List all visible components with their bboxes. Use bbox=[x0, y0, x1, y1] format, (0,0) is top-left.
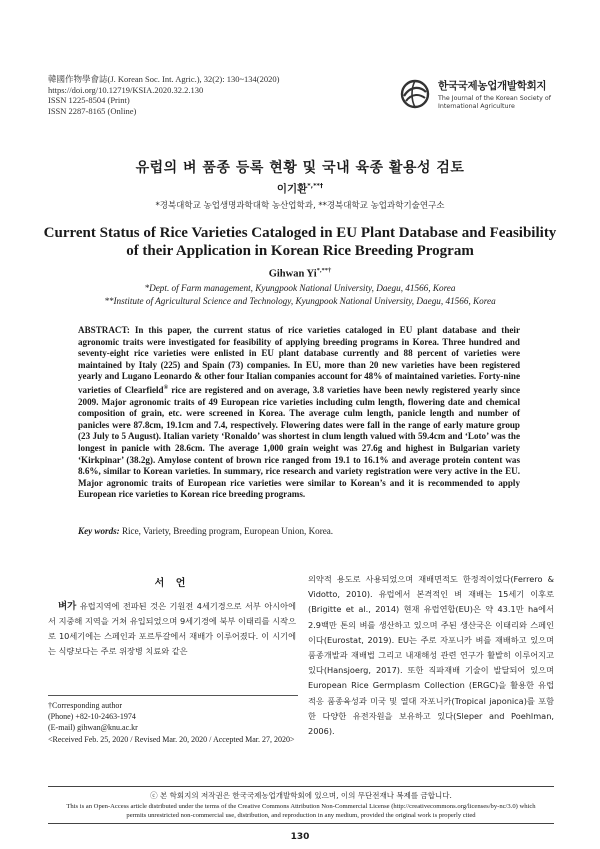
abstract-label: ABSTRACT: bbox=[78, 325, 130, 335]
article-title-ko: 유럽의 벼 품종 등록 현황 및 국내 육종 활용성 검토 bbox=[135, 160, 465, 176]
submission-dates: <Received Feb. 25, 2020 / Revised Mar. 20, 2020 / Accepted Mar. 27, 2020> bbox=[48, 734, 295, 744]
copyright-footer bbox=[48, 786, 554, 824]
society-name-ko: 한국국제농업개발학회지 bbox=[438, 80, 547, 92]
author-ko-marks: *,**† bbox=[307, 181, 324, 190]
corresponding-author-label: †Corresponding author bbox=[48, 701, 122, 710]
author-en-name: Gihwan Yi bbox=[268, 268, 317, 280]
intro-right-column: 의약적 용도로 사용되었으며 재배면적도 한정적이었다(Ferrero & Vidotto, 2010). 유럽에서 본격적인 벼 재배는 15세기 이후로(Brigitte et al., 2014) 현재 유럽연합(EU)은 약 43.1만 ha에서 2.9백만 톤의 벼를 생산하고 있으며 주된 생산국은 이태리와 스페인이다(Eurostat, 2019). EU는 주로 자포니카 벼를 재배하고 있으며 품종개발과 재배법 그리고 내재해성 관련 연구가 활발히 이루어지고 있다(Hansjoerg, 2017). 또한 직파재배 기술이 발달되어 있으며 European Rice Germplasm Collection (ERGC)을 활용한 유럽 적응 품종육성과 미국 및 열대 자포니카(Tropical japonica)를 포함한 다양한 유전자원을 보유하고 있다(Sleper and Poehlman, 2006). bbox=[308, 574, 554, 737]
intro-text: 유럽지역에 전파된 것은 기원전 4세기경으로 서부 아시아에서 지중해 지역을 거쳐 유입되었으며 9세기경에 북부 이태리를 시작으로 10세기에는 스페인과 포르투갈에서 재배가 이루어졌다. 이 시기에는 식량보다는 주로 위장병 치료와 같은 bbox=[48, 601, 296, 656]
journal-header bbox=[48, 74, 279, 116]
article-title-en-line1: Current Status of Rice Varieties Cataloged in EU Plant Database and Feasibility bbox=[43, 225, 557, 241]
abstract bbox=[78, 325, 520, 501]
society-logo bbox=[398, 76, 558, 118]
license-notice: This is an Open-Access article distributed under the terms of the Creative Commons Attribution Non-Commercial License (http://creativecommons.org/licenses/by-nc/3.0) which permits unrestricted non-commercial use, distribution, and reproduction in any medium, provided the original work is properly cited bbox=[66, 803, 536, 819]
issn-print: ISSN 1225-8504 (Print) bbox=[48, 95, 130, 106]
affiliation-en-2: **Institute of Agricultural Science and Technology, Kyungpook National University, Daegu, 41566, Korea bbox=[104, 296, 496, 306]
affiliation-en bbox=[0, 282, 600, 308]
intro-left-column bbox=[48, 574, 296, 659]
correspondence-footnote bbox=[48, 695, 298, 745]
author-en-marks: *,**† bbox=[316, 267, 332, 274]
society-name-en: The Journal of the Korean Society of International Agriculture bbox=[438, 95, 551, 110]
page-number: 130 bbox=[290, 832, 310, 842]
corresponding-phone: (Phone) +82-10-2463-1974 bbox=[48, 712, 136, 722]
corresponding-email[interactable]: (E-mail) gihwan@knu.ac.kr bbox=[48, 723, 138, 733]
intro-heading: 서 언 bbox=[154, 578, 190, 589]
affiliation-en-1: *Dept. of Farm management, Kyungpook National University, Daegu, 41566, Korea bbox=[144, 283, 456, 293]
registered-mark: ® bbox=[163, 384, 169, 391]
globe-leaf-icon bbox=[398, 78, 432, 110]
author-ko-name: 이기환 bbox=[276, 183, 308, 195]
author-ko bbox=[0, 181, 600, 196]
article-title-en-line2: of their Application in Korean Rice Breeding Program bbox=[126, 243, 474, 259]
intro-lead-word: 벼가 bbox=[58, 601, 77, 612]
intro-paragraph bbox=[48, 599, 296, 659]
keywords bbox=[78, 525, 520, 537]
keywords-text: Rice, Variety, Breeding program, European Union, Korea. bbox=[119, 526, 334, 536]
abstract-text-1: In this paper, the current status of rice varieties cataloged in EU plant database and their agronomic traits were investigated for feasibility of applying breeding programs in Korea. Three hundred and seventy-eight rice varieties were enlisted in EU plant database currently and 88 percent of varieties were maintained by Italy (225) and Spain (73) companies. In EU, more than 20 new varieties have been registered yearly and Lugano Leonardo & other four Italian companies account for 48% of maintained varieties. Forty-nine varieties of Clearfield bbox=[78, 325, 520, 395]
abstract-text-2: rice are registered and on average, 3.8 varieties have been newly registered yearly since 2009. Major agronomic traits of 49 European rice varieties including culm length, flowering date and chemical composition of grain, etc. were screened in Korea. The average culm length, panicle length and number of panicles were 87.8cm, 19.1cm and 7.4, respectively. Flowering dates were fall in the range of early mature group (23 July to 5 August). Italian variety ‘Ronaldo’ was shortest in clum length valued with 59.4cm and ‘Loto’ was the longest in panicle with 28.6cm. The average 1,000 grain weight was 27.6g and highest in Bulgarian variety ‘Kirkpinar’ (38.2g). Amylose content of brown rice ranged from 19.1 to 16.1% and average protein content was 8.6%, similar to Korean varieties. In summary, rice research and variety registration were very active in the EU. Major agronomic traits of European rice varieties were similar to Korean’s and it is recommended to apply European rice varieties to Korean rice breeding programs. bbox=[78, 385, 520, 500]
copyright-notice: ⓒ 본 학회지의 저작권은 한국국제농업개발학회에 있으며, 이의 무단전재나 복제를 금합니다. bbox=[150, 791, 452, 800]
keywords-label: Key words: bbox=[78, 526, 120, 536]
journal-citation: 韓國作物學會誌(J. Korean Soc. Int. Agric.), 32(2): 130~134(2020) bbox=[48, 74, 280, 84]
author-en bbox=[0, 267, 600, 280]
doi-link[interactable]: https://doi.org/10.12719/KSIA.2020.32.2.130 bbox=[48, 84, 204, 95]
issn-online: ISSN 2287-8165 (Online) bbox=[48, 105, 137, 116]
affiliation-ko: *경북대학교 농업생명과학대학 농산업학과, **경북대학교 농업과학기술연구소 bbox=[155, 201, 445, 211]
article-title-en bbox=[0, 224, 600, 260]
